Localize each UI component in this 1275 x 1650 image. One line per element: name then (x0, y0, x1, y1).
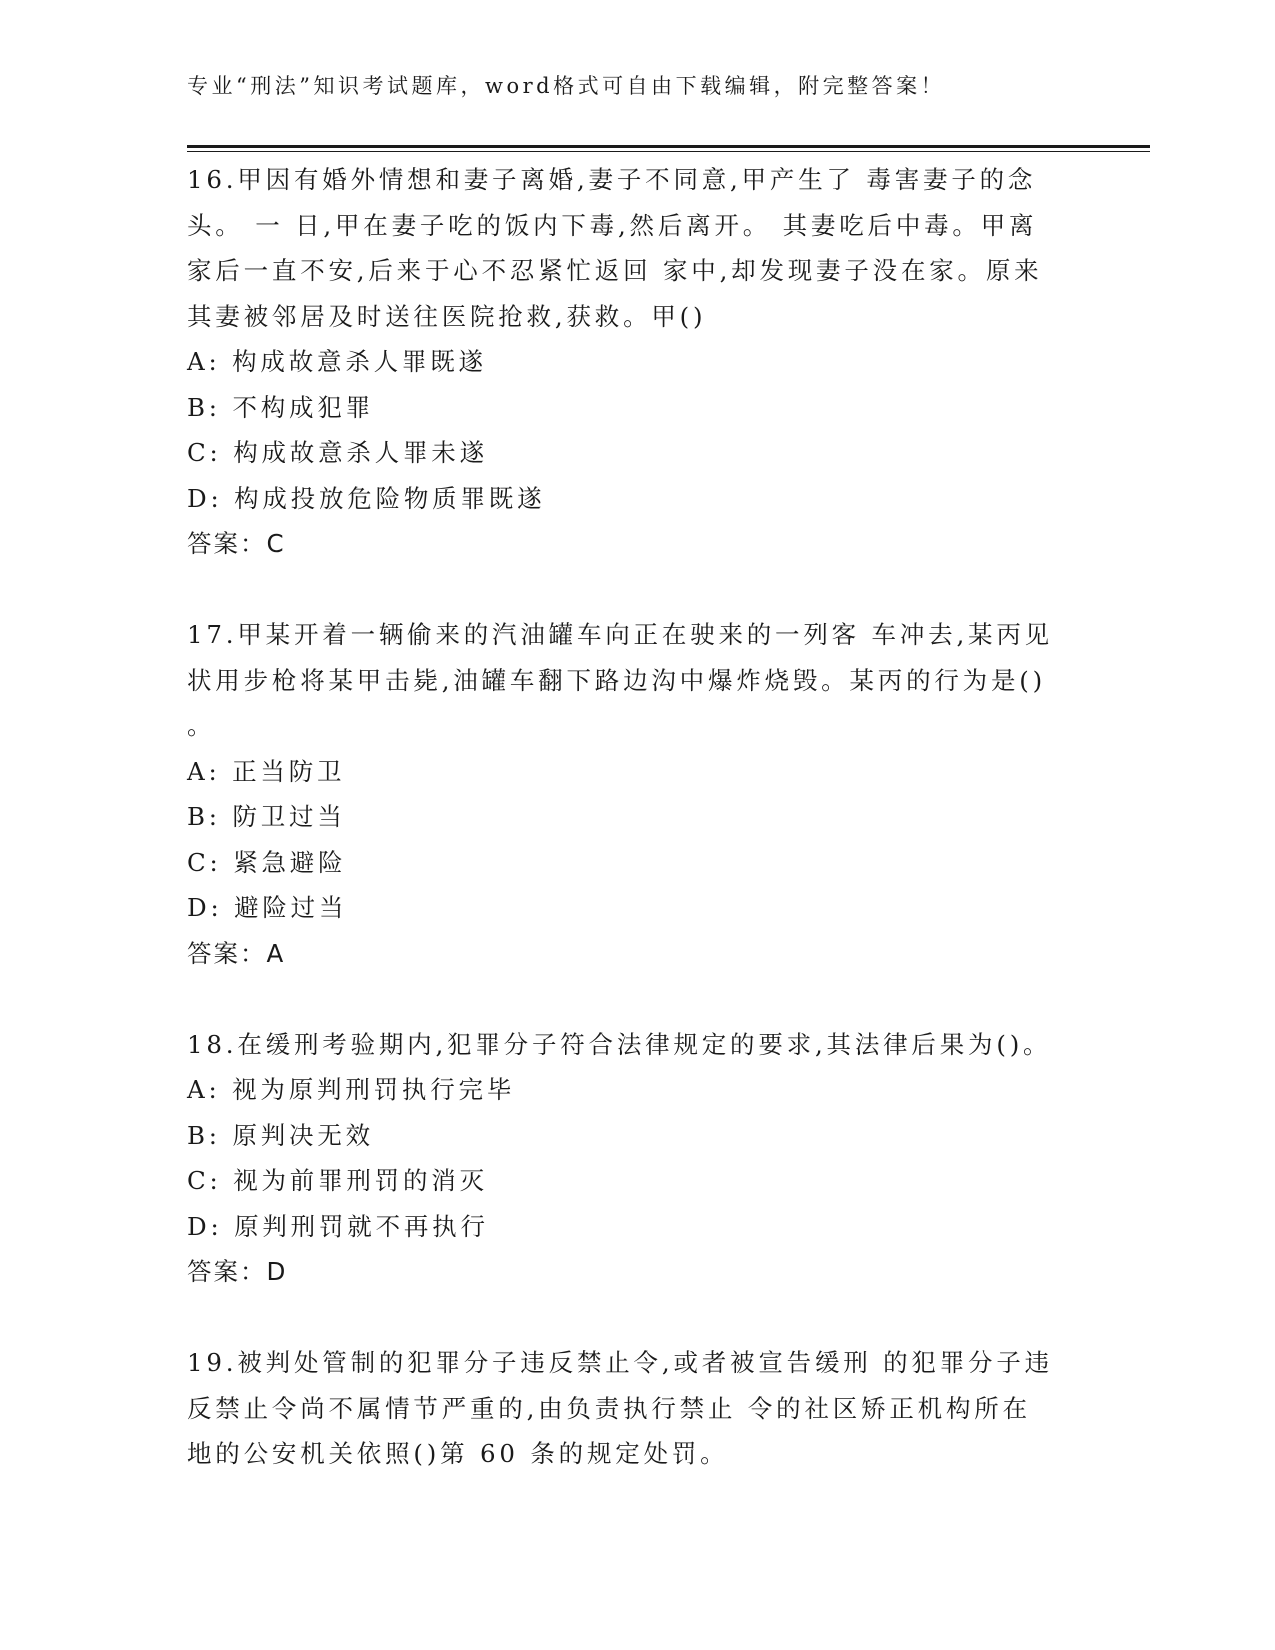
option-a: A: 构成故意杀人罪既遂 (187, 347, 487, 376)
question-17 (187, 612, 1087, 976)
question-stem-line: 。 (187, 711, 216, 740)
answer-label: 答案：D (187, 1257, 288, 1286)
question-stem-line: 状用步枪将某甲击毙,油罐车翻下路边沟中爆炸烧毁。某丙的行为是() (187, 665, 1047, 695)
question-stem-line: 反禁止令尚不属情节严重的,由负责执行禁止 令的社区矫正机构所在 (187, 1393, 1031, 1423)
option-d: D: 构成投放危险物质罪既遂 (187, 483, 546, 513)
question-spacer (187, 976, 1087, 1022)
option-d: D: 原判刑罚就不再执行 (187, 1211, 489, 1241)
header-rule-thick (187, 145, 1150, 148)
question-stem-line: 18.在缓刑考验期内,犯罪分子符合法律规定的要求,其法律后果为()。 (187, 1029, 1052, 1059)
option-b: B: 原判决无效 (187, 1120, 374, 1150)
question-list (187, 157, 1087, 1477)
option-b: B: 防卫过当 (187, 802, 346, 831)
question-stem-line: 地的公安机关依照()第 60 条的规定处罚。 (187, 1439, 729, 1468)
option-c: C: 紧急避险 (187, 847, 347, 877)
question-16 (187, 157, 1087, 567)
document-header: 专业“刑法”知识考试题库，word格式可自由下载编辑，附完整答案！ (187, 74, 946, 98)
header-rule-thin (187, 151, 1150, 152)
question-stem-line: 家后一直不安,后来于心不忍紧忙返回 家中,却发现妻子没在家。原来 (187, 256, 1043, 285)
question-stem-line: 16.甲因有婚外情想和妻子离婚,妻子不同意,甲产生了 毒害妻子的念 (187, 165, 1037, 194)
question-spacer (187, 1295, 1087, 1341)
question-stem-line: 其妻被邻居及时送往医院抢救,获救。甲() (187, 301, 707, 331)
question-stem-line: 头。 一 日,甲在妻子吃的饭内下毒,然后离开。 其妻吃后中毒。甲离 (187, 210, 1038, 240)
option-d: D: 避险过当 (187, 893, 348, 922)
answer-label: 答案：A (187, 938, 286, 968)
answer-label: 答案：C (187, 529, 286, 558)
question-stem-line: 17.甲某开着一辆偷来的汽油罐车向正在驶来的一列客 车冲去,某丙见 (187, 620, 1053, 649)
option-b: B: 不构成犯罪 (187, 392, 374, 422)
question-stem-line: 19.被判处管制的犯罪分子违反禁止令,或者被宣告缓刑 的犯罪分子违 (187, 1348, 1053, 1377)
option-a: A: 视为原判刑罚执行完毕 (187, 1075, 516, 1104)
option-c: C: 视为前罪刑罚的消灭 (187, 1166, 488, 1195)
option-a: A: 正当防卫 (187, 756, 346, 786)
option-c: C: 构成故意杀人罪未遂 (187, 438, 488, 467)
question-spacer (187, 567, 1087, 613)
question-18 (187, 1022, 1087, 1295)
question-19 (187, 1340, 1087, 1477)
